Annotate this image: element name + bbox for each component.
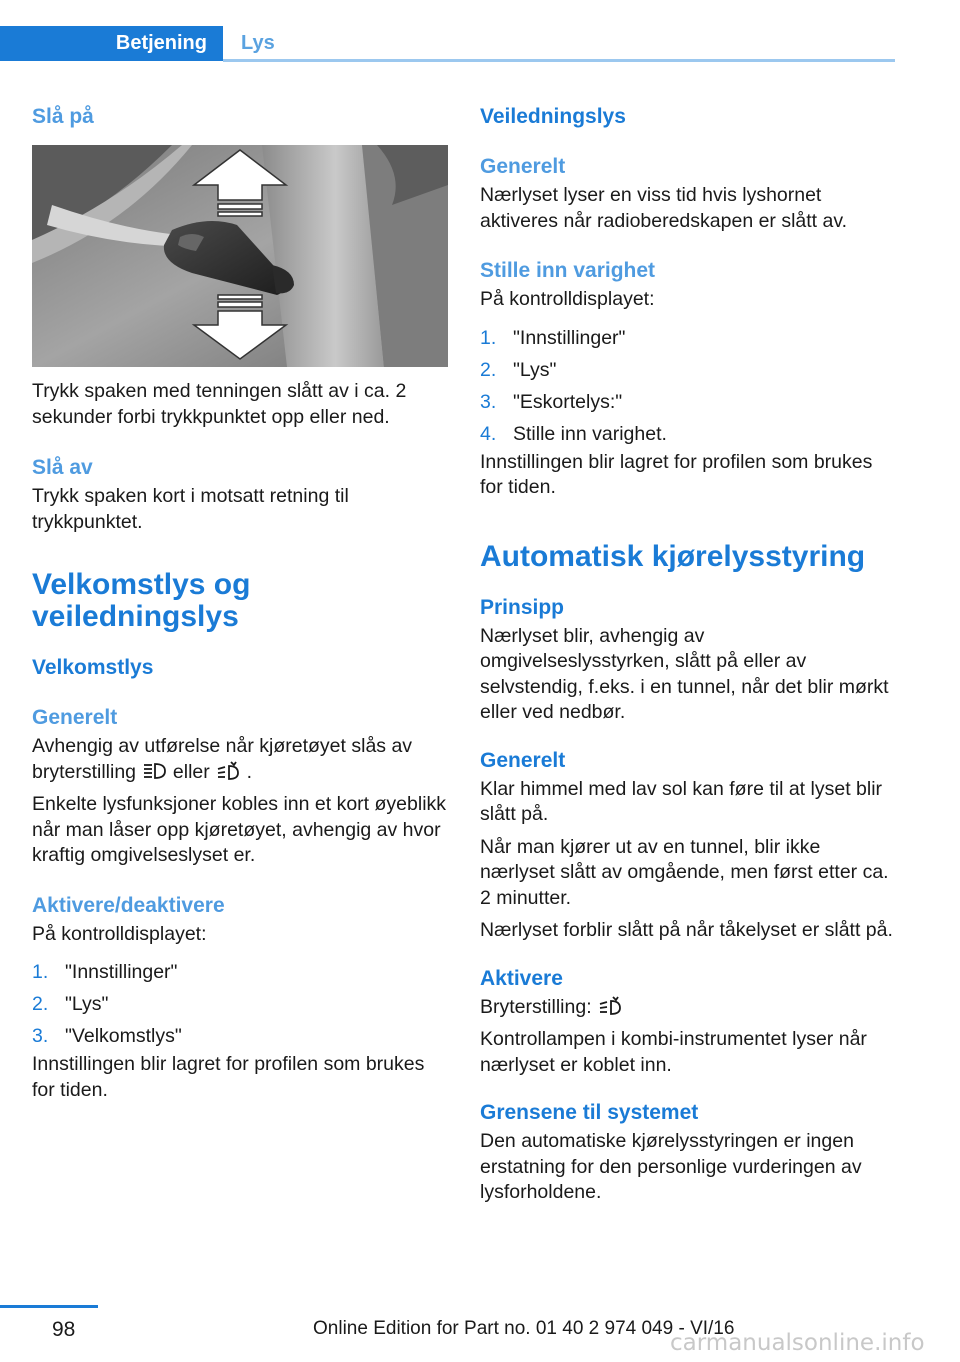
heading-sla-av: Slå av <box>32 456 93 479</box>
heading-aktivere: Aktivere <box>480 966 563 990</box>
generelt-text-c: . <box>246 760 253 783</box>
list-item: 3. "Eskortelys:" <box>480 390 623 413</box>
generelt-text <box>32 734 448 785</box>
sla-pa-text: Trykk spaken med tenningen slått av i ca. 2 sekunder forbi trykkpunktet opp eller ned. <box>32 380 407 428</box>
heading-sla-pa: Slå på <box>32 105 94 128</box>
section-title-velkomstlys <box>32 569 448 633</box>
section-title-line-1: Velkomstlys og <box>32 568 251 601</box>
veiledningslys-text: Nærlyset lyser en viss tid hvis lyshornet aktiveres når radioberedskapen er slått av. <box>480 184 848 232</box>
list-item: 2. "Lys" <box>480 358 557 381</box>
grensene-text: Den automatiske kjørelysstyringen er ingen erstatning for den personlige vurderingen av lysforholdene. <box>480 1130 862 1203</box>
list-item: 3. "Velkomstlys" <box>32 1025 182 1047</box>
auto-light-icon <box>597 996 623 1016</box>
header-divider <box>223 59 895 62</box>
generelt2-p2: Når man kjører ut av en tunnel, blir ikke nærlyset slått av omgående, men først etter ca. 2 minutter. <box>480 835 889 909</box>
generelt-text-2: Enkelte lysfunksjoner kobles inn et kort øyeblikk når man låser opp kjøretøyet, avhengig av hvor kraftig omgivelseslyset er. <box>32 793 447 866</box>
auto-light-icon <box>215 761 241 781</box>
aktivere-text <box>480 995 896 1021</box>
heading-velkomstlys: Velkomstlys <box>32 656 154 679</box>
footer-edition: Online Edition for Part no. 01 40 2 974 049 - VI/16 <box>313 1318 735 1339</box>
generelt-text-b: eller <box>172 760 210 783</box>
page-header <box>0 0 895 62</box>
heading-stille-inn-varighet: Stille inn varighet <box>480 259 656 282</box>
right-after-steps: Innstillingen blir lagret for profilen som brukes for tiden. <box>480 450 873 498</box>
generelt2-p3: Nærlyset forblir slått på når tåkelyset er slått på. <box>480 919 893 941</box>
page-number: 98 <box>52 1318 76 1341</box>
list-item: 2. "Lys" <box>32 993 109 1015</box>
sla-av-text: Trykk spaken kort i motsatt retning til trykkpunktet. <box>32 485 349 533</box>
aktivere-p2: Kontrollampen i kombi-instrumentet lyser når nærlyset er koblet inn. <box>480 1028 867 1076</box>
heading-aktivere-deaktivere: Aktivere/deaktivere <box>32 893 225 917</box>
light-stalk-illustration <box>32 145 448 367</box>
generelt2-p1: Klar himmel med lav sol kan føre til at lyset blir slått på. <box>480 777 883 825</box>
list-item: 4. Stille inn varighet. <box>480 422 667 445</box>
light-stalk-photo <box>32 145 448 367</box>
prinsipp-text: Nærlyset blir, avhengig av omgivelseslysstyrken, slått på eller av selvstendig, f.eks. i en tunnel, når det blir mørkt eller ved nedbør. <box>480 624 889 723</box>
list-item: 1. "Innstillinger" <box>32 961 178 983</box>
section-title-automatisk: Automatisk kjørelysstyring <box>480 539 866 573</box>
left-column <box>32 100 448 1103</box>
stille-intro: På kontrolldisplayet: <box>480 288 655 310</box>
generelt-text-a: Avhengig av utførelse når kjøretøyet slås av bryterstilling <box>32 735 413 783</box>
right-steps-list <box>480 326 896 448</box>
section-title-line-2: veiledningslys <box>32 600 239 633</box>
heading-generelt-right: Generelt <box>480 155 566 178</box>
left-steps-list <box>32 960 448 1050</box>
footer-accent-line <box>0 1305 98 1308</box>
header-tab-betjening[interactable]: Betjening <box>0 26 223 61</box>
heading-grensene: Grensene til systemet <box>480 1101 699 1124</box>
watermark: carmanualsonline.info <box>670 1330 925 1356</box>
heading-veiledningslys: Veiledningslys <box>480 105 626 128</box>
aktivere-intro: På kontrolldisplayet: <box>32 922 207 945</box>
headlight-switch-icon <box>141 761 167 781</box>
right-column <box>480 100 896 1206</box>
heading-generelt: Generelt <box>32 706 118 729</box>
list-item: 1. "Innstillinger" <box>480 326 626 349</box>
header-tab-lys[interactable]: Lys <box>241 32 275 54</box>
aktivere-label: Bryterstilling: <box>480 995 592 1018</box>
left-after-steps: Innstillingen blir lagret for profilen som brukes for tiden. <box>32 1053 425 1101</box>
heading-generelt-2: Generelt <box>480 748 566 772</box>
heading-prinsipp: Prinsipp <box>480 595 565 619</box>
